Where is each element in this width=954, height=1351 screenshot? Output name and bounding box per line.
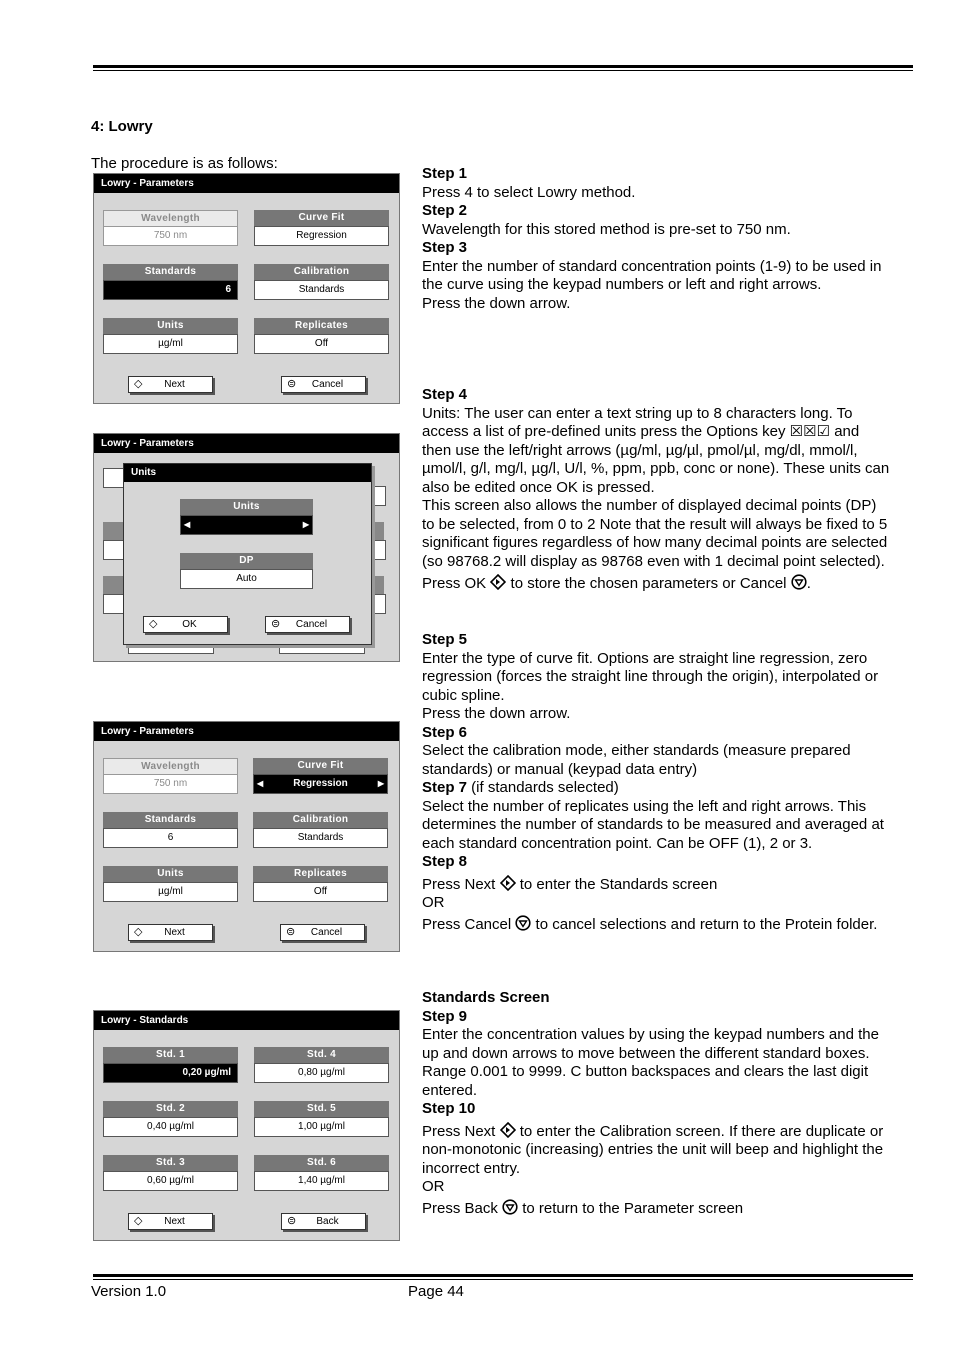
footer-version: Version 1.0 [91, 1283, 167, 1300]
screen-parameters-curve-fit [93, 721, 400, 952]
calibration-field[interactable]: Calibration Standards [253, 812, 388, 849]
standards-field[interactable]: Standards 6 [103, 812, 238, 849]
arrow-right-icon[interactable]: ▶ [377, 779, 384, 788]
background-field-fragment [372, 522, 384, 540]
next-icon: ◇ [134, 926, 143, 938]
next-icon: ◇ [134, 1215, 143, 1227]
std-3-field[interactable]: Std. 3 0,60 µg/ml [103, 1155, 238, 1192]
screen-title: Lowry - Standards [94, 1011, 399, 1030]
footer-rule-thick [93, 1274, 913, 1277]
step-8-next-line: Press Next to enter the Standards screen [422, 875, 718, 893]
screen-parameters-1 [93, 173, 400, 404]
step-3-text-2: Press the down arrow. [422, 294, 571, 312]
step-6-text: Select the calibration mode, either standards (measure prepared standards) or manual (keypad data entry) [422, 742, 851, 778]
std-4-field[interactable]: Std. 4 0,80 µg/ml [254, 1047, 389, 1084]
units-field[interactable]: Units µg/ml [103, 866, 238, 903]
standards-screen-title: Standards Screen [422, 989, 550, 1006]
screen-title: Lowry - Parameters [94, 434, 399, 453]
replicates-field[interactable]: Replicates Off [254, 318, 389, 355]
step-4-text-2: This screen also allows the number of displayed decimal points (DP) to be selected, from 0 to 2 Note that the result will always be fixed to 5 significant figures regardless of how many decimal points are selected (so 98768.2 will display as 98768 even with 1 decimal point selected). [422, 497, 888, 570]
step-4-ok-line: Press OK to store the chosen parameters or Cancel . [422, 575, 811, 592]
cancel-icon: ⊜ [271, 618, 281, 630]
background-field-fragment [103, 522, 125, 540]
footer-page-number: Page 44 [408, 1283, 464, 1300]
steps-1-3 [422, 165, 892, 313]
back-icon: ⊜ [287, 1215, 297, 1227]
next-button[interactable]: ◇ Next [128, 924, 213, 941]
wavelength-field: Wavelength 750 nm [103, 758, 238, 795]
section-title: 4: Lowry [91, 118, 153, 135]
step-4-title: Step 4 [422, 386, 468, 403]
step-7-text: Select the number of replicates using the left and right arrows. This determines the number of standards to be measured and averaged at each standard concentration point. Can be OFF (1), 2 or 3. [422, 797, 884, 852]
calibration-field[interactable]: Calibration Standards [254, 264, 389, 301]
next-icon: ◇ [134, 378, 143, 390]
screen-title: Lowry - Parameters [94, 174, 399, 193]
arrow-left-icon[interactable]: ◀ [184, 520, 191, 529]
standards-field[interactable]: Standards 6 [103, 264, 238, 301]
step-10-next-line: Press Next to enter the Calibration screen. If there are duplicate or non-monotonic (increasing) entries the unit will beep and highlight the incorrect entry. [422, 1122, 884, 1177]
step-1-text: Press 4 to select Lowry method. [422, 183, 636, 201]
units-field[interactable]: Units ◀ ▶ [180, 499, 313, 536]
curve-fit-field[interactable]: Curve Fit ◀ Regression ▶ [253, 758, 388, 795]
step-10-or: OR [422, 1178, 445, 1195]
back-button[interactable]: ⊜ Back [281, 1213, 366, 1230]
step-4-text: Units: The user can enter a text string up to 8 characters long. To access a list of pre-defined units press the Options key ☒☒☑ and then use the left/right arrows (µg/ml, µg/µl, pmol/µl, mg/dl, mmol/l, µmol/l, g/l, mg/l, µg/l, U/l, %, ppm, ppb, conc or none). These units can also be edited once OK is pressed. [422, 404, 890, 496]
step-2-title: Step 2 [422, 202, 468, 219]
units-field[interactable]: Units µg/ml [103, 318, 238, 355]
ok-key-icon [490, 574, 506, 590]
ok-icon: ◇ [149, 618, 158, 630]
screen-standards [93, 1010, 400, 1241]
wavelength-field: Wavelength 750 nm [103, 210, 238, 247]
replicates-field[interactable]: Replicates Off [253, 866, 388, 903]
arrow-right-icon[interactable]: ▶ [302, 520, 309, 529]
steps-5-8 [422, 631, 892, 934]
background-field-fragment [372, 594, 386, 614]
background-field-fragment [372, 540, 386, 560]
dialog-title: Units [124, 464, 371, 482]
screen-title: Lowry - Parameters [94, 722, 399, 741]
step-10-back-line: Press Back to return to the Parameter screen [422, 1199, 744, 1217]
next-button[interactable]: ◇ Next [128, 1213, 213, 1230]
header-rule-thin [93, 70, 913, 71]
std-2-field[interactable]: Std. 2 0,40 µg/ml [103, 1101, 238, 1138]
step-5-title: Step 5 [422, 631, 468, 648]
cancel-key-icon [515, 915, 531, 931]
step-7-title-line: Step 7 (if standards selected) [422, 779, 619, 796]
next-key-icon [500, 875, 516, 891]
step-9-title: Step 9 [422, 1007, 468, 1025]
cancel-key-icon [791, 574, 807, 590]
back-key-icon [502, 1199, 518, 1215]
std-1-field[interactable]: Std. 1 0,20 µg/ml [103, 1047, 238, 1084]
standards-screen-steps [422, 989, 892, 1218]
step-9-text: Enter the concentration values by using the keypad numbers and the up and down arrows to move between the different standard boxes. Range 0.001 to 9999. C button backspaces and clears the last digit entered. [422, 1026, 879, 1099]
cancel-button[interactable]: ⊜ Cancel [280, 924, 365, 941]
step-1-title: Step 1 [422, 165, 468, 182]
step-5-text: Enter the type of curve fit. Options are straight line regression, zero regression (forces the straight line through the origin), interpolated or cubic spline. [422, 649, 879, 704]
step-8-or: OR [422, 894, 445, 911]
cancel-button[interactable]: ⊜ Cancel [281, 376, 366, 393]
step-3-title: Step 3 [422, 239, 468, 256]
intro-text: The procedure is as follows: [91, 155, 278, 172]
footer-rule-thin [93, 1279, 913, 1280]
background-field-fragment [103, 576, 125, 594]
step-3-text: Enter the number of standard concentration points (1-9) to be used in the curve using the keypad numbers or left and right arrows. [422, 257, 882, 293]
cancel-button[interactable]: ⊜ Cancel [265, 616, 350, 633]
step-6-title: Step 6 [422, 723, 468, 741]
next-key-icon [500, 1122, 516, 1138]
step-4 [422, 386, 892, 594]
std-5-field[interactable]: Std. 5 1,00 µg/ml [254, 1101, 389, 1138]
step-10-title: Step 10 [422, 1100, 476, 1117]
step-2-text: Wavelength for this stored method is pre-set to 750 nm. [422, 220, 791, 238]
step-8-cancel-line: Press Cancel to cancel selections and return to the Protein folder. [422, 915, 878, 933]
cancel-icon: ⊜ [287, 378, 297, 390]
next-button[interactable]: ◇ Next [128, 376, 213, 393]
ok-button[interactable]: ◇ OK [143, 616, 228, 633]
units-selector[interactable] [180, 515, 313, 535]
cancel-icon: ⊜ [286, 926, 296, 938]
background-field-fragment [372, 486, 386, 506]
curve-fit-selector[interactable]: ◀ Regression ▶ [253, 774, 388, 794]
curve-fit-field[interactable]: Curve Fit Regression [254, 210, 389, 247]
screen-parameters-units-dialog [93, 433, 400, 662]
header-rule-thick [93, 65, 913, 68]
step-5-text-2: Press the down arrow. [422, 705, 571, 722]
dp-field[interactable]: DP Auto [180, 553, 313, 590]
background-field-fragment [372, 576, 384, 594]
units-dialog [123, 463, 372, 645]
std-6-field[interactable]: Std. 6 1,40 µg/ml [254, 1155, 389, 1192]
arrow-left-icon[interactable]: ◀ [257, 779, 264, 788]
step-8-title: Step 8 [422, 853, 468, 870]
